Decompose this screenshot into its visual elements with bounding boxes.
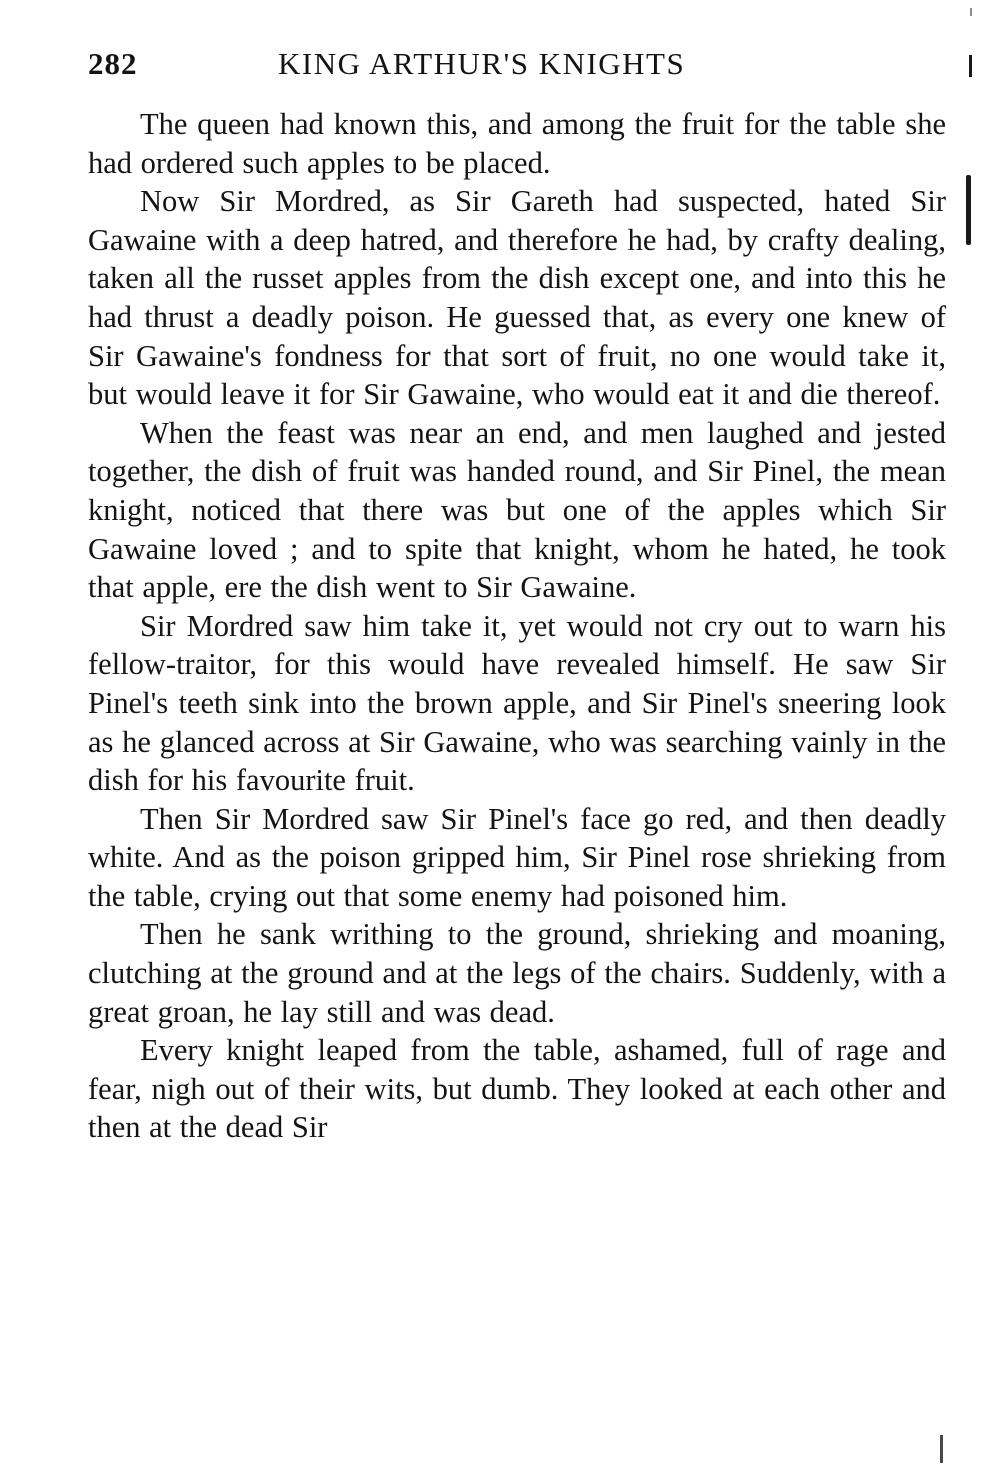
- paragraph-1: The queen had known this, and among the fruit for the table she had ordered such apples to be placed.: [88, 107, 946, 180]
- page-number: 282: [88, 46, 138, 81]
- scan-edge-mark: [970, 8, 972, 16]
- paragraph-3: When the feast was near an end, and men laughed and jested together, the dish of fruit was handed round, and Sir Pinel, the mean knight, noticed that there was but one of the apples which Sir Gawaine loved ; and to spite that knight, whom he hated, he took that apple, ere the dish went to Sir Gawaine.: [88, 415, 946, 605]
- paragraph-5: Then Sir Mordred saw Sir Pinel's face go red, and then deadly white. And as the poison gripped him, Sir Pinel rose shrieking from the table, crying out that some enemy had poisoned him.: [88, 801, 946, 913]
- paragraph-2: Now Sir Mordred, as Sir Gareth had suspected, hated Sir Gawaine with a deep hatred, and therefore he had, by crafty dealing, taken all the russet apples from the dish except one, and into this he had thrust a deadly poison. He guessed that, as every one knew of Sir Gawaine's fondness for that sort of fruit, no one would take it, but would leave it for Sir Gawaine, who would eat it and die thereof.: [88, 184, 946, 412]
- paragraph-7: Every knight leaped from the table, ashamed, full of rage and fear, nigh out of their wits, but dumb. They looked at each other and then at the dead Sir: [88, 1033, 946, 1145]
- book-title: KING ARTHUR'S KNIGHTS: [278, 46, 686, 81]
- paragraph-4: Sir Mordred saw him take it, yet would not cry out to warn his fellow-traitor, for this would have revealed himself. He saw Sir Pinel's teeth sink into the brown apple, and Sir Pinel's sneering look as he glanced across at Sir Gawaine, who was searching vainly in the dish for his favourite fruit.: [88, 608, 946, 798]
- scan-edge-mark: [940, 1435, 943, 1463]
- paragraph-6: Then he sank writhing to the ground, shrieking and moaning, clutching at the ground and at the legs of the chairs. Suddenly, with a great groan, he lay still and was dead.: [88, 917, 946, 1029]
- running-head: [88, 40, 768, 88]
- scan-edge-mark: [969, 55, 972, 77]
- body-text: [88, 105, 946, 1147]
- scan-edge-mark: [966, 175, 971, 245]
